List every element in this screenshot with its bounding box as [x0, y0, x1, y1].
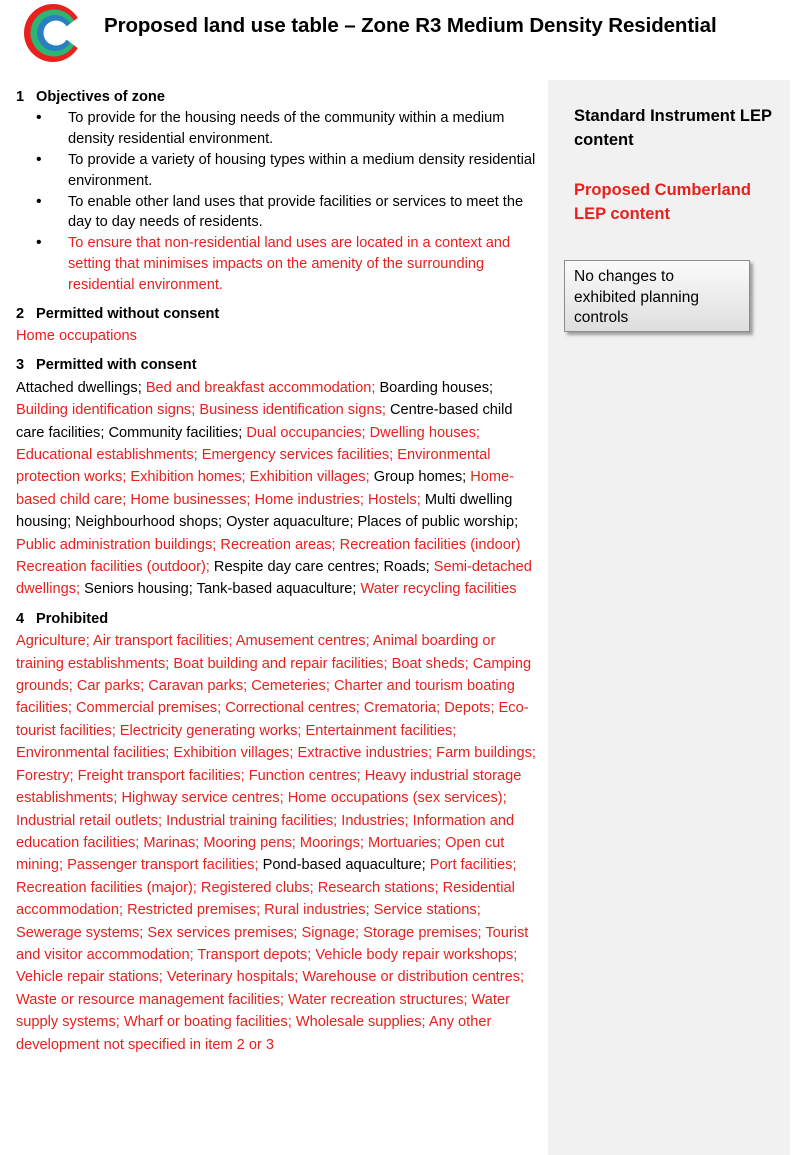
use-segment-proposed: Agriculture; Air transport facilities; Amusement centres; Animal boarding or training establishments; Boat building and repair facilities; Boat sheds; Camping grounds; Car parks; Caravan parks; Cemeteries; Charter and tourism boating facilities; Commercial premises; Correctional centres; Crematoria; Depots; Eco-tourist facilities; Electricity generating works; Entertainment facilities; Environmental facilities; Exhibition villages; Extractive industries; Farm buildings; Forestry; Freight transport facilities; Function centres; Heavy industrial storage establishments; Highway service centres; Home occupations (sex services); Industrial retail outlets; Industrial training facilities; Industries; Information and education facilities; Marinas; Mooring pens; Moorings; Mortuaries; Open cut mining; Passenger transport facilities; [16, 633, 536, 874]
use-segment-proposed: Dual occupancies; Dwelling houses; Educational establishments; Emergency services facilities; Environmental protection works; Exhibition homes; Exhibition villages; [16, 424, 491, 486]
permitted-with-consent-heading: 3 Permitted with consent [16, 357, 197, 374]
use-segment-proposed: Home-based child care; Home businesses; Home industries; Hostels; [16, 469, 515, 508]
use-segment-standard: Respite day care centres; Roads; [213, 559, 434, 576]
page-title: Proposed land use table – Zone R3 Medium Density Residential [104, 14, 717, 37]
use-segment-standard: Centre-based child care facilities; Community facilities; [16, 402, 513, 441]
no-changes-note: No changes to exhibited planning controls [564, 260, 750, 332]
legend-sidebar [548, 80, 790, 1155]
objective-item: • To enable other land uses that provide facilities or services to meet the day to day needs of residents. [16, 192, 544, 234]
legend-proposed-content: Proposed Cumberland LEP content [574, 181, 751, 223]
objectives-heading: 1 Objectives of zone [16, 89, 165, 105]
use-segment-proposed: Water recycling facilities [360, 581, 517, 598]
use-segment-proposed: Semi-detached dwellings; [16, 559, 532, 598]
cumberland-logo [18, 2, 88, 64]
land-use-table [16, 86, 544, 1056]
use-segment-standard: Attached dwellings; [16, 379, 146, 396]
use-segment-standard: Group homes; [373, 469, 471, 486]
use-segment-proposed: Bed and breakfast accommodation; [145, 379, 380, 396]
objectives-list [16, 108, 544, 295]
use-segment-proposed: Building identification signs; Business identification signs; [16, 402, 390, 419]
objective-item: • To provide a variety of housing types within a medium density residential environment. [16, 150, 544, 192]
use-segment-standard: Pond-based aquaculture; [262, 857, 430, 874]
prohibited-heading: 4 Prohibited [16, 610, 109, 627]
legend-standard-content: Standard Instrument LEP content [574, 107, 772, 149]
use-segment-standard: Boarding houses; [379, 379, 494, 396]
prohibited-text [16, 630, 544, 1056]
permitted-without-consent-heading: 2 Permitted without consent [16, 305, 220, 322]
objective-item: • To provide for the housing needs of the community within a medium density residential environment. [16, 108, 544, 150]
permitted-without-consent-text: Home occupations [16, 327, 137, 344]
use-segment-standard: Seniors housing; Tank-based aquaculture; [84, 581, 361, 598]
permitted-with-consent-text [16, 377, 544, 601]
use-segment-proposed: Port facilities; Recreation facilities (major); Registered clubs; Research stations; Residential accommodation; Restricted premises; Rural industries; Service stations; Sewerage systems; Sex services premises; Signage; Storage premises; Tourist and visitor accommodation; Transport depots; Vehicle body repair workshops; Vehicle repair stations; Veterinary hospitals; Warehouse or distribution centres; Waste or resource management facilities; Water recreation structures; Water supply systems; Wharf or boating facilities; Wholesale supplies; Any other development not specified in item 2 or 3 [16, 857, 529, 1053]
use-segment-standard: Multi dwelling housing; Neighbourhood shops; Oyster aquaculture; Places of public worship; [16, 491, 519, 531]
use-segment-proposed: Public administration buildings; Recreation areas; Recreation facilities (indoor) Recreation facilities (outdoor); [16, 536, 521, 576]
objective-item-proposed: • To ensure that non-residential land uses are located in a context and setting that minimises impacts on the amenity of the surrounding residential environment. [16, 233, 544, 295]
